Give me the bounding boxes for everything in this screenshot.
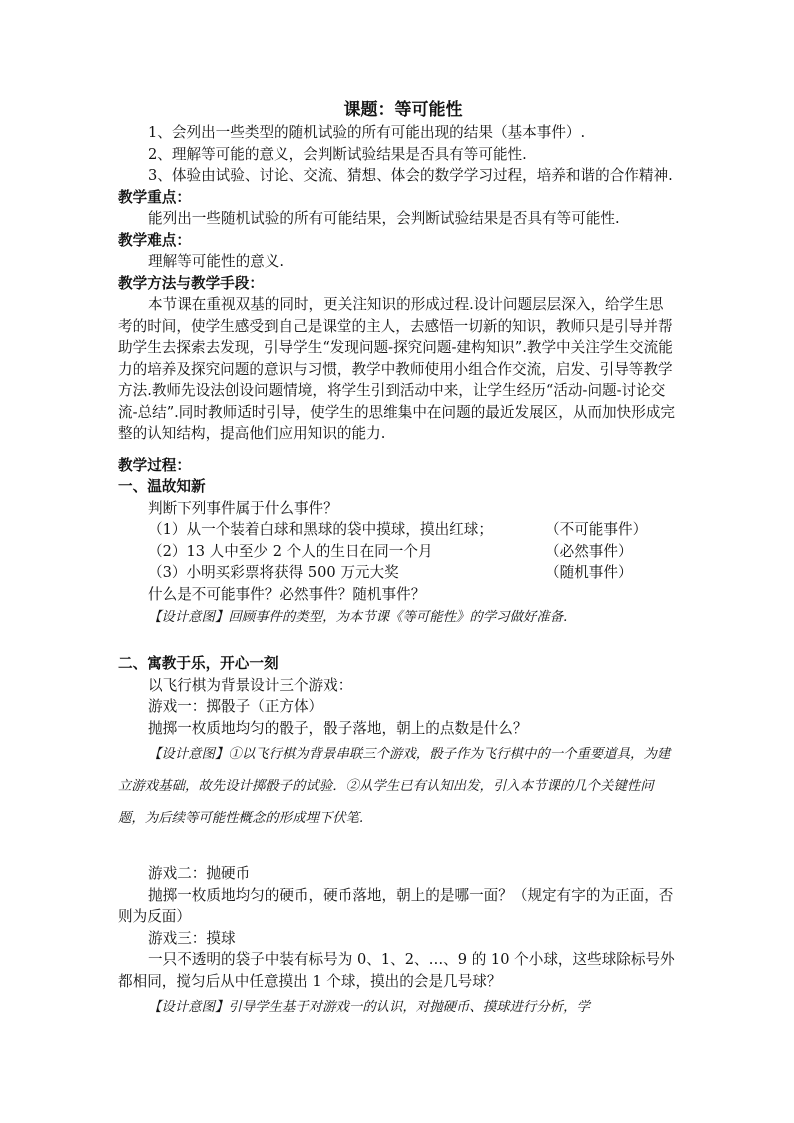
event-row	[118, 541, 676, 563]
process-heading: 教学过程：	[118, 456, 191, 474]
event-type: （不可能事件）	[545, 521, 648, 538]
methods-heading: 教学方法与教学手段：	[118, 274, 264, 292]
game1-design-intent: 【设计意图】①以飞行棋为背景串联三个游戏，骰子作为飞行棋中的一个重要道具，为建立游戏基础，故先设计掷骰子的试验．②从学生已有认知出发，引入本节课的几个关键性问题，为后续等可能性概念的形成埋下伏笔.	[118, 747, 671, 826]
event-text: （3）小明买彩票将获得 500 万元大奖	[148, 564, 399, 581]
game2-title: 游戏二：抛硬币	[148, 865, 251, 882]
section1-design-intent: 【设计意图】回顾事件的类型，为本节课《等可能性》的学习做好准备.	[148, 610, 568, 625]
game1-title: 游戏一：掷骰子（正方体）	[148, 698, 324, 715]
event-row	[118, 562, 676, 584]
event-text: （2）13 人中至少 2 个人的生日在同一个月	[148, 542, 433, 560]
section1-intro: 判断下列事件属于什么事件？	[148, 499, 338, 517]
difficulties-text: 理解等可能性的意义.	[148, 253, 284, 270]
section2-intro: 以飞行棋为背景设计三个游戏：	[148, 676, 353, 694]
section1-heading: 一、温故知新	[118, 478, 206, 495]
game3-design-intent: 【设计意图】引导学生基于对游戏一的认识，对抛硬币、摸球进行分析，学	[148, 1000, 590, 1015]
section2-heading: 二、寓教于乐，开心一刻	[118, 655, 279, 672]
event-row	[118, 519, 676, 541]
section1-question: 什么是不可能事件？必然事件？随机事件？	[148, 585, 426, 603]
key-points-text: 能列出一些随机试验的所有可能结果，会判断试验结果是否具有等可能性.	[148, 210, 620, 227]
event-text: （1）从一个装着白球和黑球的袋中摸球，摸出红球；	[148, 521, 493, 538]
lesson-plan-page	[118, 98, 676, 1024]
event-type: （必然事件）	[545, 542, 633, 560]
objective-3: 3、体验由试验、讨论、交流、猜想、体会的数学学习过程，培养和谐的合作精神.	[148, 167, 673, 184]
objective-2: 2、理解等可能的意义，会判断试验结果是否具有等可能性.	[148, 145, 527, 163]
event-type: （随机事件）	[545, 564, 633, 581]
game3-title: 游戏三：摸球	[148, 929, 236, 947]
game2-text: 抛掷一枚质地均匀的硬币，硬币落地，朝上的是哪一面？（规定有字的为正面，否则为反面）	[118, 886, 674, 925]
key-points-heading: 教学重点：	[118, 188, 191, 206]
page-title: 课题：等可能性	[343, 100, 463, 120]
methods-text: 本节课在重视双基的同时，更关注知识的形成过程.设计问题层层深入，给学生思考的时间，使学生感受到自己是课堂的主人，去感悟一切新的知识，教师只是引导并帮助学生去探索去发现，引导学生“发现问题-探究问题-建构知识”.教学中关注学生交流能力的培养及探究问题的意识与习惯，教学中教师使用小组合作交流，启发、引导等教学方法.教师先设法创设问题情境，将学生引到活动中来，让学生经历“活动-问题-讨论交流-总结”.同时教师适时引导，使学生的思维集中在问题的最近发展区，从而加快形成完整的认知结构，提高他们应用知识的能力.	[118, 296, 676, 442]
game3-text: 一只不透明的袋子中装有标号为 0、1、2、…、9 的 10 个小球，这些球除标号外都相同，搅匀后从中任意摸出 1 个球，摸出的会是几号球？	[118, 951, 675, 990]
objective-1: 1、会列出一些类型的随机试验的所有可能出现的结果（基本事件）.	[148, 124, 586, 141]
difficulties-heading: 教学难点：	[118, 231, 191, 249]
game1-text: 抛掷一枚质地均匀的骰子，骰子落地，朝上的点数是什么？	[148, 719, 528, 737]
